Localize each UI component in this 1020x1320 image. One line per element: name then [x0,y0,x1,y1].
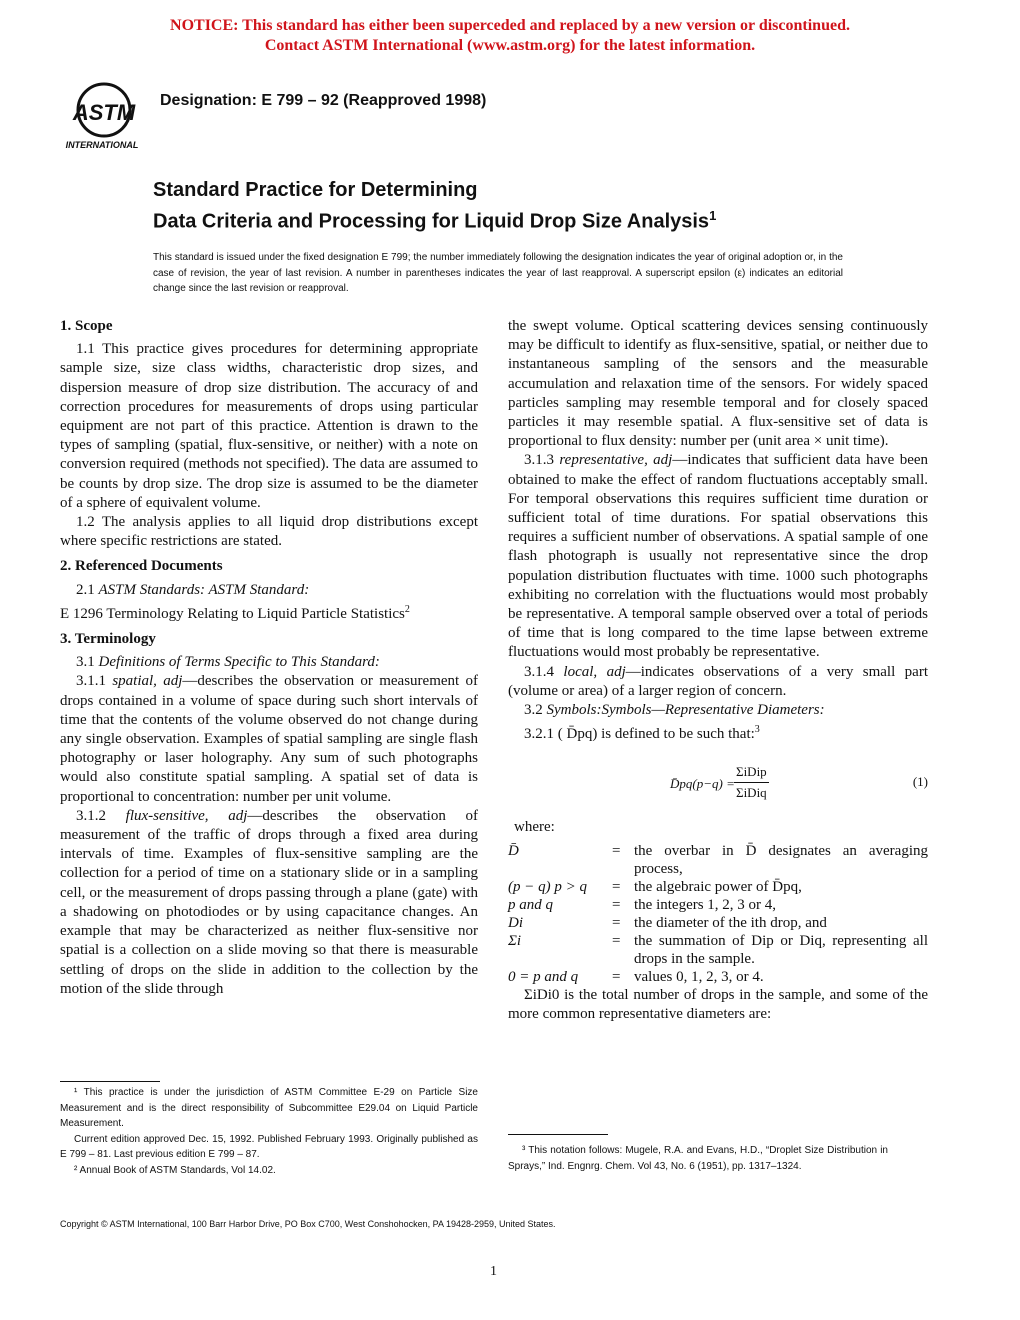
symbol-row [508,914,928,932]
footnotes-right [508,1143,888,1174]
notice-line-1: NOTICE: This standard has either been superceded and replaced by a new version or discontinued. [170,17,850,34]
designation: Designation: E 799 – 92 (Reapproved 1998) [160,92,487,109]
para-3-1: 3.1 Definitions of Terms Specific to This Standard: [76,654,380,671]
astm-logo [62,80,144,152]
footnote-rule-left [60,1081,160,1082]
symbol-def: the overbar in D̄ designates an averaging process, [634,842,928,877]
symbol-table [508,842,928,986]
symbol-sym: 0 = p and q [508,968,579,985]
logo-text: ASTM [72,100,136,125]
ref-e1296: E 1296 Terminology Relating to Liquid Particle Statistics$^2$ [60,603,410,622]
equation-fraction [734,762,769,801]
symbol-def: the summation of Dip or Diq, representing all drops in the sample. [634,932,928,967]
symbol-row [508,842,928,878]
para-1-2: 1.2 The analysis applies to all liquid drop distributions except where specific restrictions are stated. [60,514,478,550]
footnote-2: ² Annual Book of ASTM Standards, Vol 14.02. [74,1164,276,1176]
where-label: where: [514,819,555,836]
symbol-eq: = [612,842,621,859]
equation-denominator: ΣiDiq [736,784,767,800]
symbol-def: the algebraic power of D̄pq, [634,878,802,895]
para-1-1: 1.1 This practice gives procedures for determining appropriate sample size, size class widths, characteristic drop sizes, and dispersion measure of drop size distribution. The accuracy of and correction procedures for measurements of drops using particular equipment are not part of this practice. Attention is drawn to the types of sampling (spatial, flux-sensitive, or neither) with a note on conversion required (methods not specified). The data are assumed to be counts by drop size. The drop size is assumed to be the diameter of a sphere of equivalent volume. [60,341,478,511]
right-column [508,317,928,1024]
para-3-1-2-cont: the swept volume. Optical scattering devices sensing continuously may be difficult to identify as flux-sensitive, spatial, or neither due to instantaneous sampling of the sensors and the measurable accumulation and relaxation time of the sensors. For widely spaced particles sampling may resemble temporal and for closely spaced particles it may resemble spatial. A flux-sensitive set of data is proportional to flux density: number per (unit area × unit time). [508,318,928,450]
symbol-row [508,878,928,896]
para-3-2: 3.2 Symbols:Symbols—Representative Diameters: [524,702,825,719]
symbol-row [508,932,928,968]
para-3-1-4: 3.1.4 local, adj—indicates observations of a very small part (volume or area) of a larger region of concern. [508,663,928,699]
document-title [153,178,716,235]
symbol-eq: = [612,914,621,931]
symbol-def: the diameter of the ith drop, and [634,914,827,931]
footnotes-left [60,1085,478,1178]
astm-logo-icon [62,80,144,152]
symbol-sym: Σi [508,932,522,949]
issuance-note: This standard is issued under the fixed designation E 799; the number immediately following the designation indicates the year of original adoption or, in the case of revision, the year of last revision. A number in parentheses indicates the year of last reapproval. A superscript epsilon (ε) indicates an editorial change since the last revision or reapproval. [153,252,843,294]
equation-number: (1) [912,774,928,790]
para-closing: ΣiDi0 is the total number of drops in the sample, and some of the more common representative diameters are: [508,986,928,1022]
equation-lhs: D̄pq(p−q) = [670,776,735,792]
para-2-1: 2.1 ASTM Standards: ASTM Standard: [76,581,310,598]
page-number: 1 [490,1264,497,1279]
copyright: Copyright © ASTM International, 100 Barr Harbor Drive, PO Box C700, West Conshohocken, PA 19428-2959, United States. [60,1219,556,1229]
left-column [60,317,478,999]
para-3-1-1: 3.1.1 spatial, adj—describes the observation or measurement of drops contained in a volume of space during such short intervals of time that the contents of the volume observed do not change during any single observation. Examples of spatial sampling are single flash photography or laser holography. Any sum of such photographs would also constitute spatial sampling. A spatial set of data is proportional to concentration: number per unit volume. [60,673,479,805]
title-line-1: Standard Practice for Determining [153,179,478,201]
symbol-row [508,896,928,914]
para-3-1-3: 3.1.3 representative, adj—indicates that sufficient data have been obtained to make the effect of random fluctuations acceptably small. For temporal observations this requires sufficient time duration or sufficient total of time durations. For spatial observations this requires a sufficient number of observations. A spatial sample of one flash photograph is usually not representative since the drop population distribution fluctuates with time. 1000 such photographs exhibiting no correlation with the fluctuations would most probably be representative. A temporal sample observed over a total of periods of time that is long compared to the time lapse between extreme fluctuations would most probably be representative. [508,452,929,661]
symbol-eq: = [612,932,621,949]
symbol-eq: = [612,878,621,895]
symbol-sym: p and q [508,896,553,913]
symbol-sym: D̄ [508,842,519,859]
para-3-2-1: 3.2.1 ( D̄pq) is defined to be such that:$^3$ [524,724,760,743]
symbol-eq: = [612,968,621,985]
para-3-1-2: 3.1.2 flux-sensitive, adj—describes the observation of measurement of the traffic of drops through a fixed area during intervals of time. Examples of flux-sensitive sampling are the collection for a period of time on a stationary slide or in a sampling cell, or the measurement of drops passing through a plane (gate) with a shadowing on photodiodes or by using capacitance changes. An example that may be characterized as neither flux-sensitive nor spatial is a collection on a slide moving so that there is measurable settling of drops on the slide in addition to the collection by the motion of the slide through [60,807,478,997]
symbol-eq: = [612,896,621,913]
symbol-sym: Di [508,914,523,931]
notice-banner [0,16,1020,56]
symbol-def: the integers 1, 2, 3 or 4, [634,896,777,913]
footnote-1b: Current edition approved Dec. 15, 1992. Published February 1993. Originally published as E 799 – 81. Last previous edition E 799 – 87. [60,1133,478,1160]
equation-numerator: ΣiDip [734,762,769,782]
title-line-2: Data Criteria and Processing for Liquid Drop Size Analysis [153,210,710,233]
section-scope-heading: 1. Scope [60,318,113,334]
section-refs-heading: 2. Referenced Documents [60,558,223,575]
footnote-rule-right [508,1134,608,1135]
logo-subtext: INTERNATIONAL [65,140,139,150]
section-term-heading: 3. Terminology [60,631,156,648]
symbol-sym: (p − q) p > q [508,878,587,895]
symbol-def: values 0, 1, 2, 3, or 4. [634,968,764,985]
footnote-3: ³ This notation follows: Mugele, R.A. and Evans, H.D., “Droplet Size Distribution in Sprays,” Ind. Engnrg. Chem. Vol 43, No. 6 (1951), pp. 1317–1324. [508,1145,888,1172]
footnote-1: ¹ This practice is under the jurisdiction of ASTM Committee E-29 on Particle Size Measurement and is the direct responsibility of Subcommittee E29.04 on Liquid Particle Measurement. [60,1087,478,1129]
notice-line-2: Contact ASTM International (www.astm.org) for the latest information. [264,37,756,54]
equation-1 [508,748,928,818]
symbol-row [508,968,928,986]
title-footnote-mark: 1 [709,208,717,223]
